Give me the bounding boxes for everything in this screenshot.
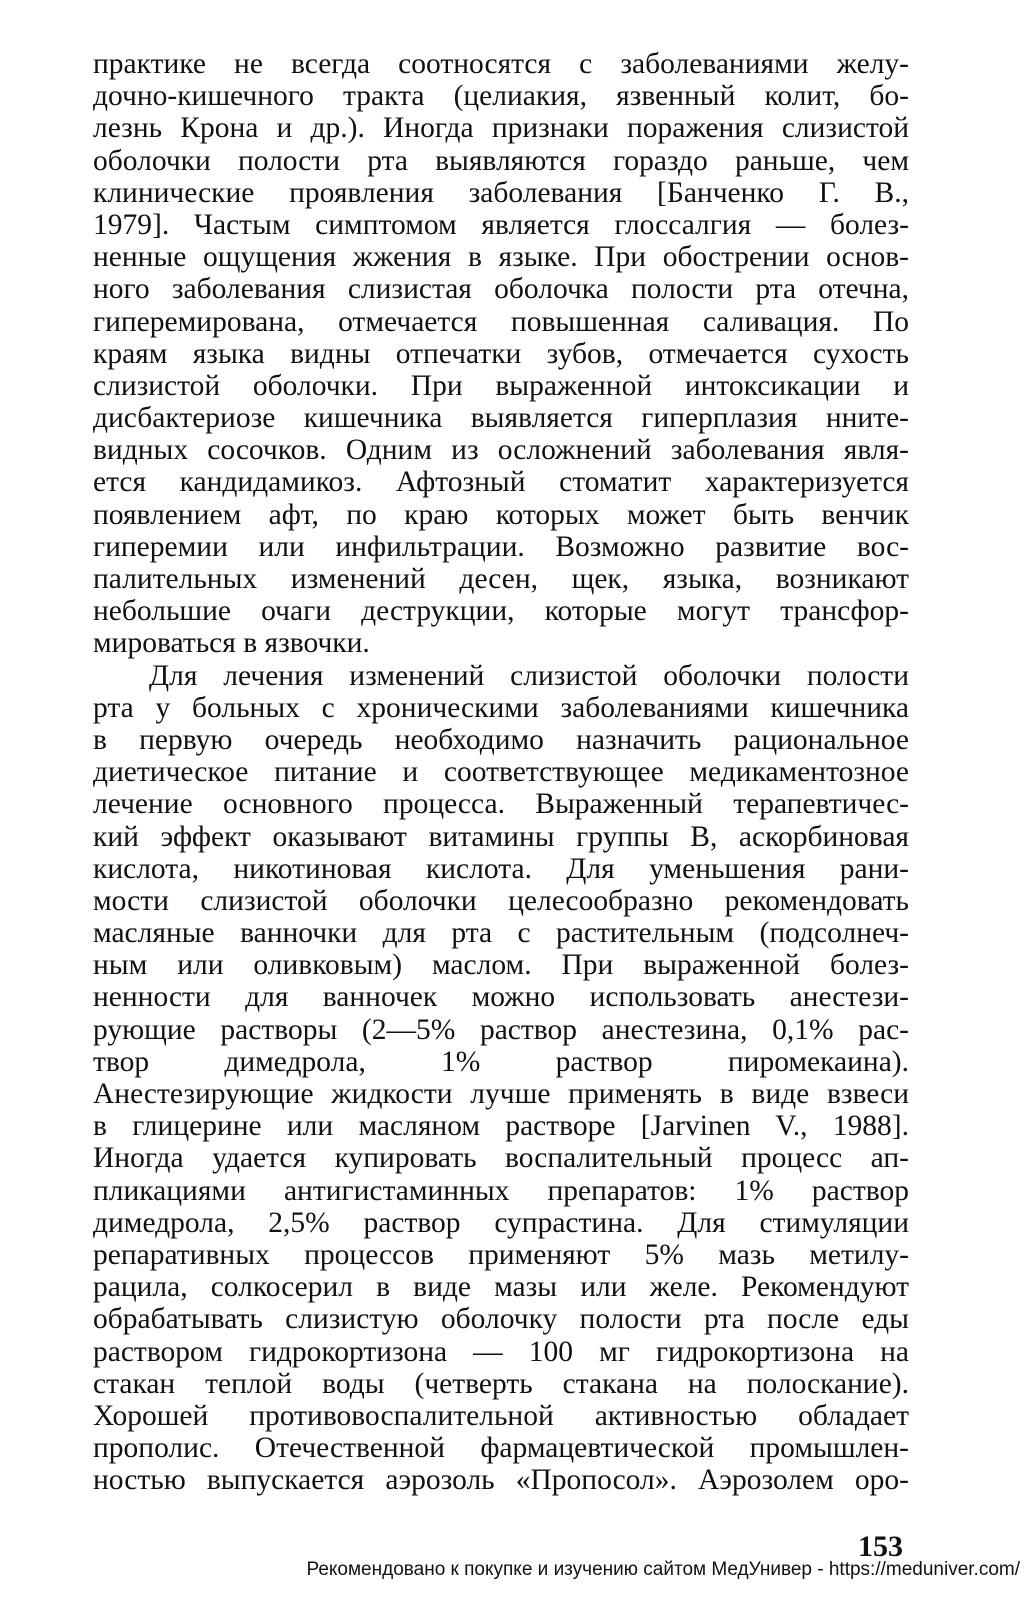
text-line: ностью выпускается аэрозоль «Пропосол». Аэрозолем оро-	[93, 1464, 909, 1497]
text-line: в глицерине или масляном растворе [Jarvinen V., 1988].	[93, 1110, 909, 1143]
text-line: гиперемирована, отмечается повышенная саливация. По	[93, 305, 909, 338]
text-line: диетическое питание и соответствующее медикаментозное	[93, 756, 909, 789]
text-line: краям языка видны отпечатки зубов, отмечается сухость	[93, 337, 909, 370]
text-line: небольшие очаги деструкции, которые могут трансфор-	[93, 595, 909, 628]
page-body-text	[93, 48, 909, 1496]
text-line: мироваться в язвочки.	[93, 627, 370, 660]
page-number: 153	[858, 1530, 903, 1563]
paragraph-1	[93, 48, 909, 660]
text-line: мости слизистой оболочки целесообразно рекомендовать	[93, 884, 909, 917]
text-line: Иногда удается купировать воспалительный процесс ап-	[93, 1142, 909, 1175]
text-line: слизистой оболочки. При выраженной интоксикации и	[93, 369, 909, 402]
text-line: стакан теплой воды (четверть стакана на полоскание).	[93, 1367, 909, 1400]
text-line: димедрола, 2,5% раствор супрастина. Для стимуляции	[93, 1206, 909, 1239]
text-line: обрабатывать слизистую оболочку полости рта после еды	[93, 1303, 909, 1336]
text-line: клинические проявления заболевания [Банченко Г. В.,	[93, 176, 909, 209]
text-line: Анестезирующие жидкости лучше применять в виде взвеси	[93, 1078, 909, 1110]
text-line: ным или оливковым) маслом. При выраженной болез-	[93, 949, 909, 982]
text-line: пликациями антигистаминных препаратов: 1% раствор	[93, 1174, 909, 1207]
text-line: ненные ощущения жжения в языке. При обострении основ-	[93, 241, 909, 274]
text-line: в первую очередь необходимо назначить рациональное	[93, 723, 909, 756]
text-line: появлением афт, по краю которых может быть венчик	[93, 498, 909, 531]
text-line: прополис. Отечественной фармацевтической промышлен-	[93, 1432, 909, 1465]
text-line: репаративных процессов применяют 5% мазь метилу-	[93, 1238, 909, 1271]
text-line: рта у больных с хроническими заболеваниями кишечника	[93, 691, 909, 724]
text-line: кислота, никотиновая кислота. Для уменьшения рани-	[93, 852, 909, 885]
text-line: дочно-кишечного тракта (целиакия, язвенный колит, бо-	[93, 80, 909, 113]
text-line: Для лечения изменений слизистой оболочки полости	[149, 659, 909, 692]
text-line: твор димедрола, 1% раствор пиромекаина).	[93, 1045, 909, 1078]
text-line: кий эффект оказывают витамины группы В, аскорбиновая	[93, 820, 909, 853]
footer-watermark: Рекомендовано к покупке и изучению сайтом МедУнивер - https://meduniver.com/	[306, 1559, 1020, 1580]
text-line: палительных изменений десен, щек, языка, возникают	[93, 563, 909, 595]
text-line: рацила, солкосерил в виде мазы или желе. Рекомендуют	[93, 1271, 909, 1304]
text-line: практике не всегда соотносятся с заболеваниями желу-	[93, 48, 909, 80]
text-line: 1979]. Частым симптомом является глоссалгия — болез-	[93, 208, 909, 241]
text-line: оболочки полости рта выявляются гораздо раньше, чем	[93, 144, 909, 177]
paragraph-2	[93, 660, 909, 1497]
text-line: видных сосочков. Одним из осложнений заболевания явля-	[93, 434, 909, 467]
text-line: гиперемии или инфильтрации. Возможно развитие вос-	[93, 530, 909, 563]
text-line: лезнь Крона и др.). Иногда признаки поражения слизистой	[93, 112, 909, 145]
text-line: Хорошей противовоспалительной активностью обладает	[93, 1399, 909, 1432]
text-line: ного заболевания слизистая оболочка полости рта отечна,	[93, 273, 909, 306]
text-line: дисбактериозе кишечника выявляется гиперплазия нните-	[93, 402, 909, 435]
text-line: ненности для ванночек можно использовать анестези-	[93, 981, 909, 1014]
text-line: раствором гидрокортизона — 100 мг гидрокортизона на	[93, 1335, 909, 1368]
text-line: рующие растворы (2—5% раствор анестезина, 0,1% рас-	[93, 1013, 909, 1046]
text-line: ется кандидамикоз. Афтозный стоматит характеризуется	[93, 466, 909, 499]
text-line: масляные ванночки для рта с растительным (подсолнеч-	[93, 917, 909, 950]
text-line: лечение основного процесса. Выраженный терапевтичес-	[93, 788, 909, 821]
